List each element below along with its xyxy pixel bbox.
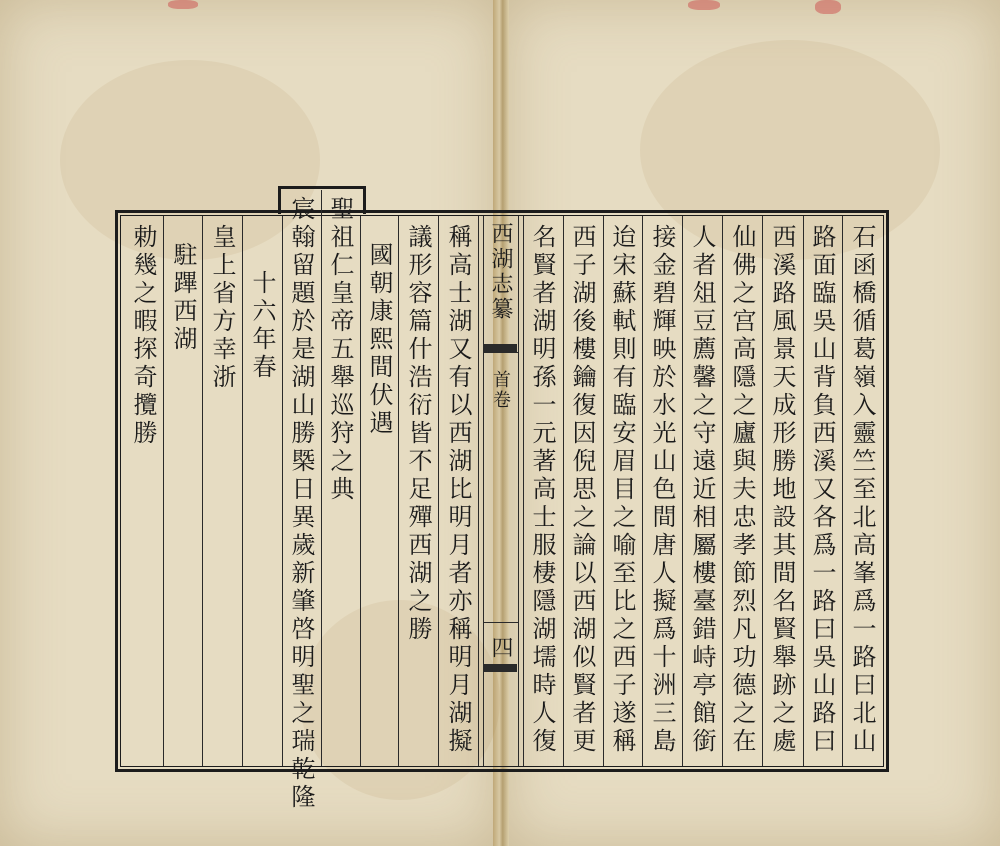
text-column-5: 人者俎豆薦馨之守遠近相屬樓臺錯峙亭館銜 bbox=[688, 224, 716, 756]
fishtail-mark bbox=[483, 352, 518, 353]
text-column-2: 路面臨吳山背負西溪又各爲一路曰吳山路曰 bbox=[808, 224, 836, 756]
text-column-18: 勅幾之暇探奇攬勝 bbox=[129, 224, 157, 448]
text-column-12: 國朝康熙間伏遇 bbox=[365, 242, 393, 438]
text-column-9: 名賢者湖明孫一元著高士服棲隱湖壖時人復 bbox=[528, 224, 556, 756]
column-rule bbox=[202, 216, 203, 766]
text-column-15: 十六年春 bbox=[248, 270, 276, 382]
text-column-6: 接金碧輝映於水光山色間唐人擬爲十洲三島 bbox=[648, 224, 676, 756]
column-rule bbox=[603, 216, 604, 766]
column-rule bbox=[398, 216, 399, 766]
text-column-11: 議形容篇什浩衍皆不足殫西湖之勝 bbox=[404, 224, 432, 644]
spine-rule bbox=[518, 216, 519, 766]
column-rule bbox=[563, 216, 564, 766]
fishtail-mark bbox=[484, 664, 517, 672]
column-rule bbox=[282, 216, 283, 766]
fishtail-mark bbox=[483, 622, 518, 623]
spine-rule bbox=[483, 216, 484, 766]
seal-mark bbox=[815, 0, 841, 14]
fishtail-mark bbox=[484, 344, 517, 352]
column-rule bbox=[803, 216, 804, 766]
text-column-17: 駐蹕西湖 bbox=[169, 242, 197, 354]
column-rule bbox=[438, 216, 439, 766]
text-column-13: 聖祖仁皇帝五舉巡狩之典 bbox=[326, 196, 354, 504]
spine-section: 首卷 bbox=[490, 370, 511, 410]
column-rule bbox=[523, 216, 524, 766]
column-rule bbox=[762, 216, 763, 766]
column-rule bbox=[321, 190, 322, 766]
column-rule bbox=[163, 216, 164, 766]
text-column-4: 仙佛之宫高隱之廬與夫忠孝節烈凡功德之在 bbox=[728, 224, 756, 756]
text-column-16: 皇上省方幸浙 bbox=[208, 224, 236, 392]
text-column-1: 石函橋循葛嶺入靈竺至北高峯爲一路曰北山 bbox=[848, 224, 876, 756]
text-column-3: 西溪路風景天成形勝地設其間名賢舉跡之處 bbox=[768, 224, 796, 756]
text-column-10: 稱高士湖又有以西湖比明月者亦稱明月湖擬 bbox=[444, 224, 472, 756]
column-rule bbox=[682, 216, 683, 766]
column-rule bbox=[242, 216, 243, 766]
column-rule bbox=[642, 216, 643, 766]
column-rule bbox=[722, 216, 723, 766]
text-column-14: 宸翰留題於是湖山勝槩日異歲新肇啓明聖之瑞乾隆 bbox=[287, 196, 315, 812]
spine-title: 西湖志纂 bbox=[488, 222, 513, 322]
column-rule bbox=[360, 216, 361, 766]
text-column-7: 迨宋蘇軾則有臨安眉目之喻至比之西子遂稱 bbox=[608, 224, 636, 756]
seal-mark bbox=[168, 0, 198, 9]
spine-page-number: 四 bbox=[488, 636, 513, 662]
column-rule bbox=[478, 216, 479, 766]
column-rule bbox=[842, 216, 843, 766]
seal-mark bbox=[688, 0, 720, 10]
text-column-8: 西子湖後樓鑰復因倪思之論以西湖似賢者更 bbox=[568, 224, 596, 756]
